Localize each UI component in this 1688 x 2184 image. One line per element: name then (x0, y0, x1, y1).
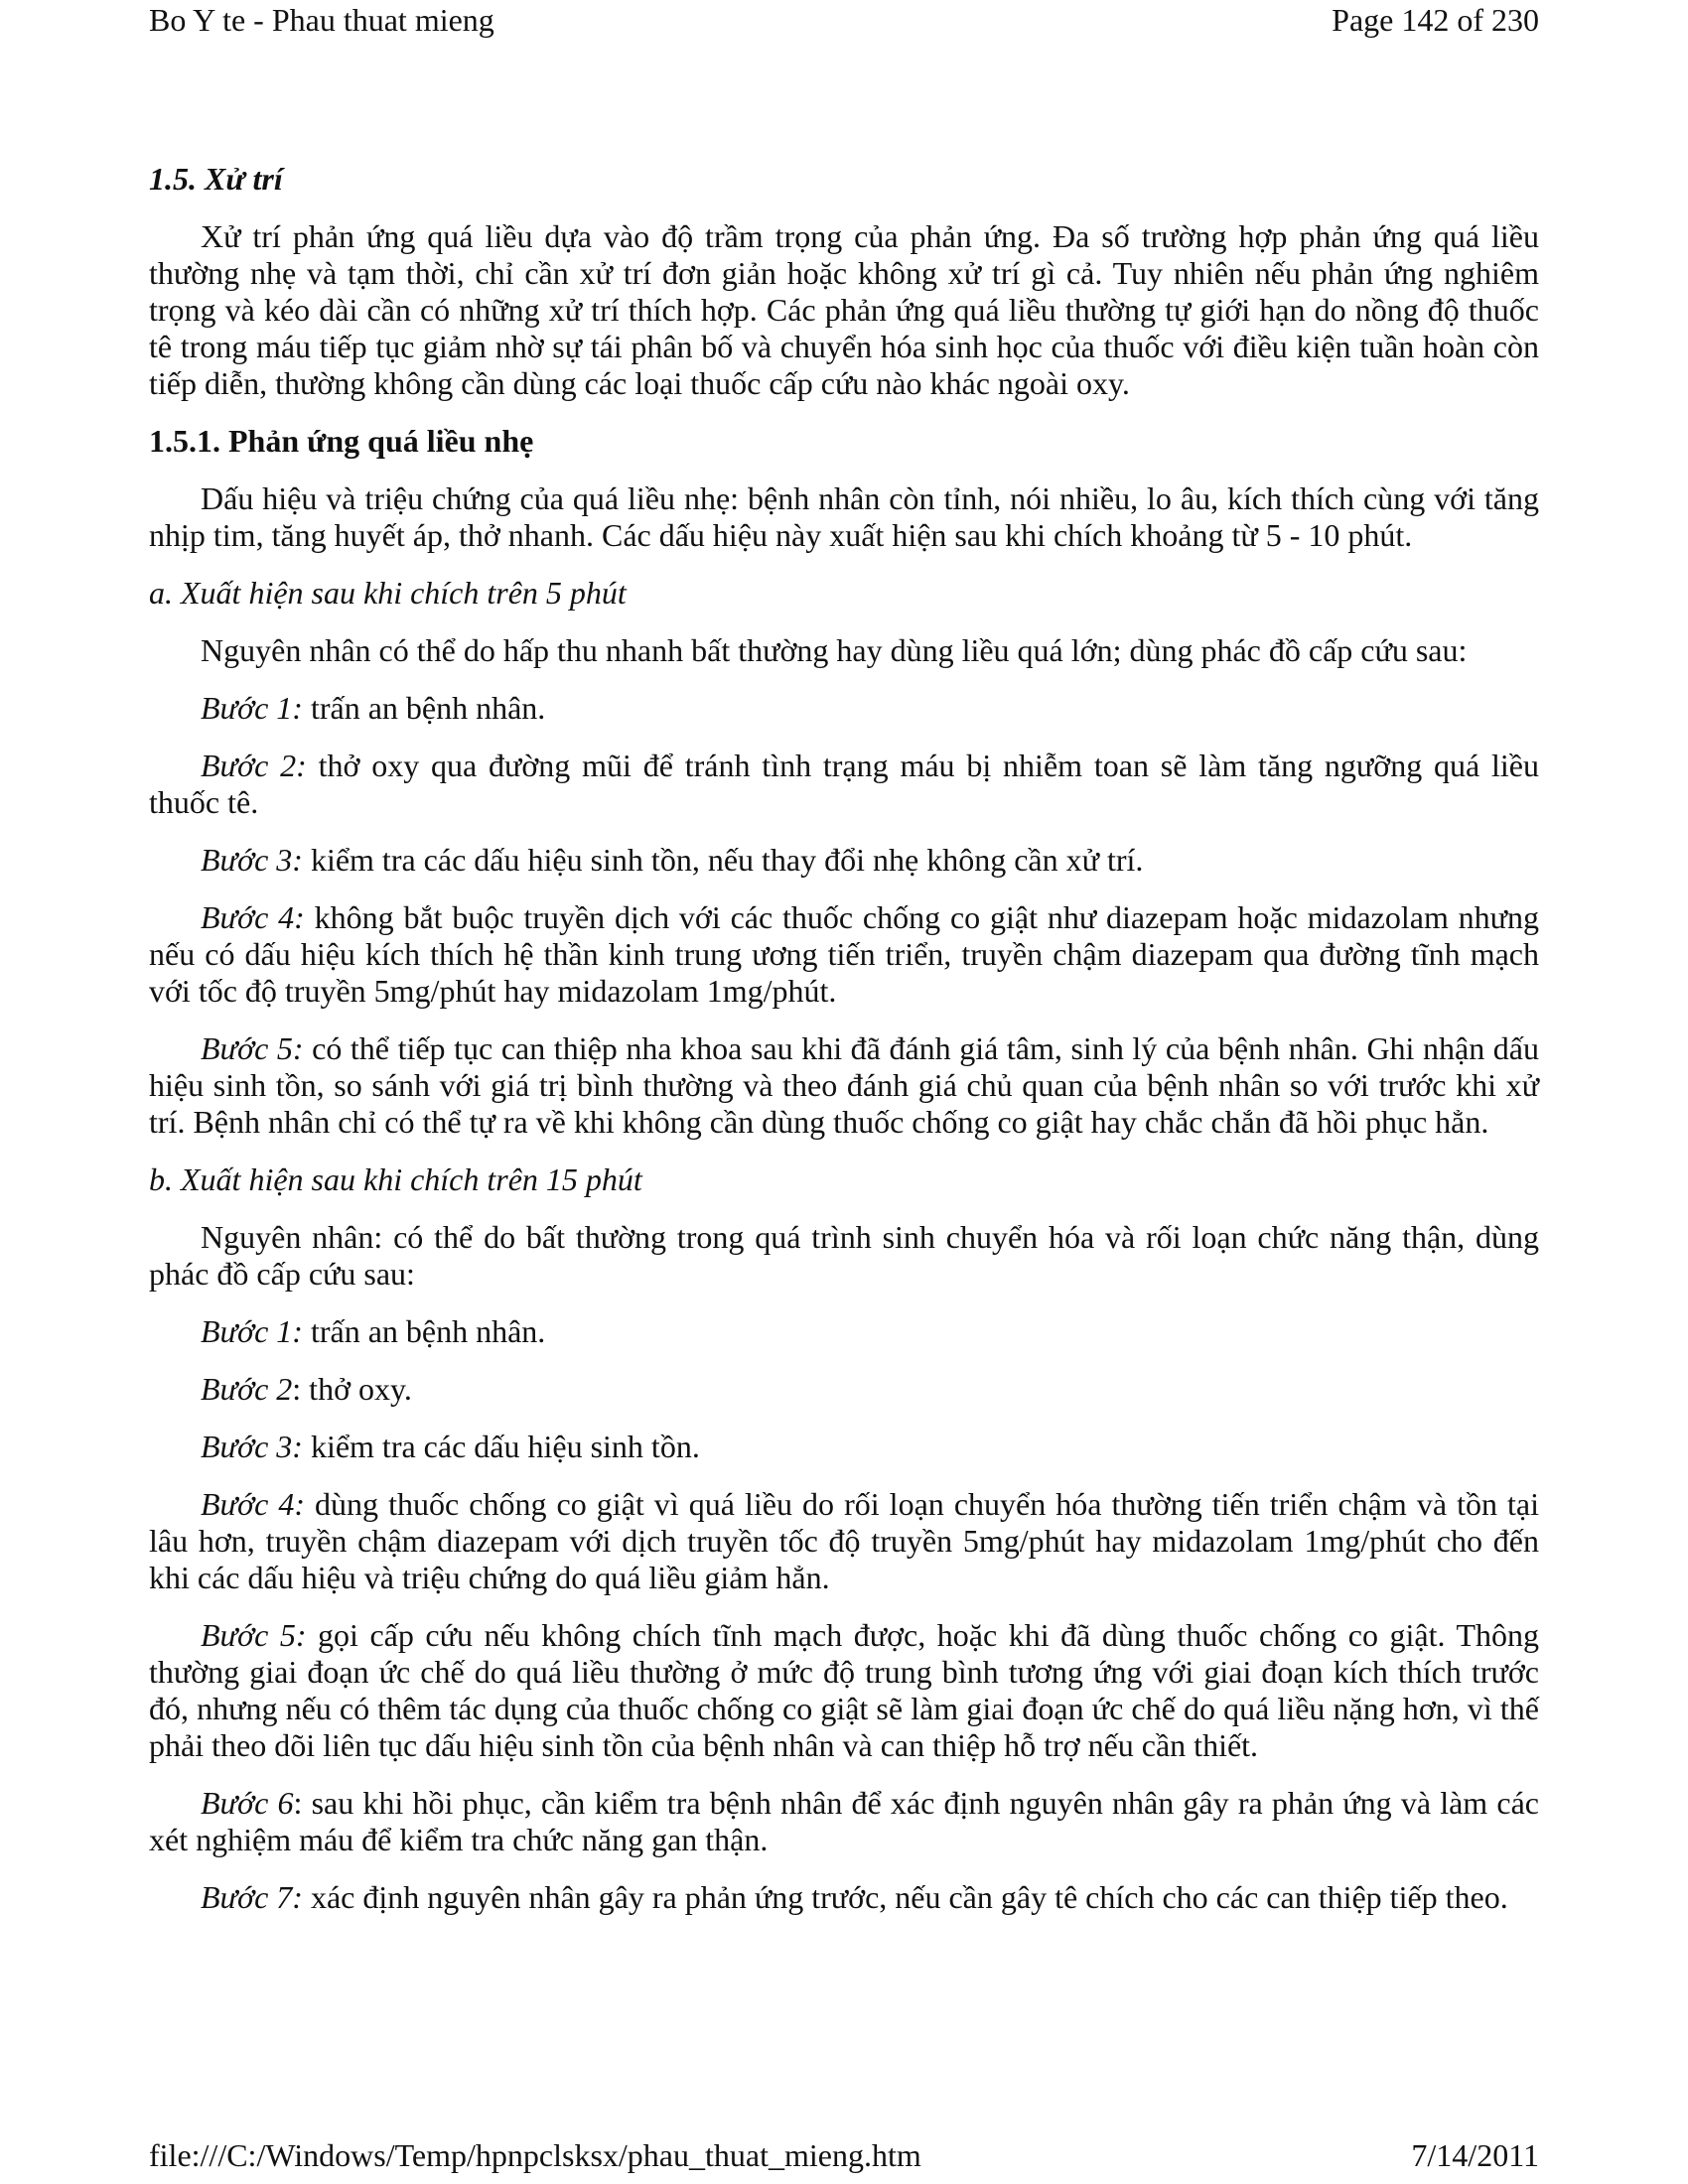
step-label: Bước 5: (201, 1030, 304, 1066)
step-text: thở oxy qua đường mũi để tránh tình trạng máu bị nhiễm toan sẽ làm tăng ngưỡng quá liều thuốc tê. (149, 748, 1540, 820)
part-b-cause: Nguyên nhân: có thể do bất thường trong quá trình sinh chuyển hóa và rối loạn chức năng thận, dùng phác đồ cấp cứu sau: (149, 1219, 1539, 1292)
step-text: dùng thuốc chống co giật vì quá liều do rối loạn chuyển hóa thường tiến triển chậm và tồn tại lâu hơn, truyền chậm diazepam với dịch truyền tốc độ truyền 5mg/phút hay midazolam 1mg/phút cho đến khi các dấu hiệu và triệu chứng do quá liều giảm hẳn. (149, 1486, 1540, 1595)
step-paragraph (149, 748, 1539, 821)
step-paragraph (149, 899, 1539, 1010)
step-label: Bước 2: (201, 748, 307, 783)
step-label: Bước 3: (201, 1429, 303, 1464)
page-number: Page 142 of 230 (1332, 1, 1539, 38)
step-label: Bước 6 (201, 1785, 294, 1821)
step-text: : sau khi hồi phục, cần kiểm tra bệnh nhân để xác định nguyên nhân gây ra phản ứng và làm các xét nghiệm máu để kiểm tra chức năng gan thận. (149, 1785, 1540, 1857)
print-date: 7/14/2011 (1411, 2136, 1539, 2173)
step-text: trấn an bệnh nhân. (302, 690, 546, 726)
page-footer (149, 2126, 1539, 2184)
step-label: Bước 1: (201, 1313, 303, 1349)
step-text: xác định nguyên nhân gây ra phản ứng trước, nếu cần gây tê chích cho các can thiệp tiếp theo. (302, 1879, 1508, 1915)
step-label: Bước 4: (201, 1486, 305, 1522)
step-label: Bước 5: (201, 1617, 307, 1653)
step-paragraph (149, 1879, 1539, 1916)
subsection-heading: 1.5.1. Phản ứng quá liều nhẹ (149, 423, 534, 459)
step-label: Bước 7: (201, 1879, 303, 1915)
step-text: trấn an bệnh nhân. (302, 1313, 546, 1349)
document-title: Bo Y te - Phau thuat mieng (149, 1, 494, 38)
step-text: : thở oxy. (292, 1371, 412, 1407)
step-label: Bước 1: (201, 690, 303, 726)
section-heading: 1.5. Xử trí (149, 161, 283, 197)
step-text: gọi cấp cứu nếu không chích tĩnh mạch được, hoặc khi đã dùng thuốc chống co giật. Thông thường giai đoạn ức chế do quá liều thường ở mức độ trung bình tương ứng với giai đoạn kích thích trước đó, nhưng nếu có thêm tác dụng của thuốc chống co giật sẽ làm giai đoạn ức chế do quá liều nặng hơn, vì thế phải theo dõi liên tục dấu hiệu sinh tồn của bệnh nhân và can thiệp hỗ trợ nếu cần thiết. (149, 1617, 1540, 1763)
mild-symptoms-paragraph: Dấu hiệu và triệu chứng của quá liều nhẹ: bệnh nhân còn tỉnh, nói nhiều, lo âu, kích thích cùng với tăng nhịp tim, tăng huyết áp, thở nhanh. Các dấu hiệu này xuất hiện sau khi chích khoảng từ 5 - 10 phút. (149, 480, 1539, 553)
step-paragraph (149, 1785, 1539, 1858)
step-paragraph (149, 1371, 1539, 1408)
page-header (149, 0, 1539, 40)
step-text: không bắt buộc truyền dịch với các thuốc chống co giật như diazepam hoặc midazolam nhưng nếu có dấu hiệu kích thích hệ thần kinh trung ương tiến triển, truyền chậm diazepam qua đường tĩnh mạch với tốc độ truyền 5mg/phút hay midazolam 1mg/phút. (149, 899, 1540, 1009)
file-path: file:///C:/Windows/Temp/hpnpclsksx/phau_thuat_mieng.htm (149, 2136, 921, 2173)
step-paragraph (149, 1030, 1539, 1141)
step-text: kiểm tra các dấu hiệu sinh tồn, nếu thay đổi nhẹ không cần xử trí. (302, 842, 1144, 878)
part-b-heading: b. Xuất hiện sau khi chích trên 15 phút (149, 1161, 642, 1197)
part-a-heading: a. Xuất hiện sau khi chích trên 5 phút (149, 575, 627, 611)
step-label: Bước 4: (201, 899, 305, 935)
step-paragraph (149, 1617, 1539, 1764)
step-paragraph (149, 1486, 1539, 1596)
intro-paragraph: Xử trí phản ứng quá liều dựa vào độ trầm trọng của phản ứng. Đa số trường hợp phản ứng quá liều thường nhẹ và tạm thời, chỉ cần xử trí đơn giản hoặc không xử trí gì cả. Tuy nhiên nếu phản ứng nghiêm trọng và kéo dài cần có những xử trí thích hợp. Các phản ứng quá liều thường tự giới hạn do nồng độ thuốc tê trong máu tiếp tục giảm nhờ sự tái phân bố và chuyển hóa sinh học của thuốc với điều kiện tuần hoàn còn tiếp diễn, thường không cần dùng các loại thuốc cấp cứu nào khác ngoài oxy. (149, 218, 1539, 401)
step-paragraph (149, 842, 1539, 879)
page-content (149, 161, 1539, 1916)
step-paragraph (149, 1429, 1539, 1465)
step-label: Bước 3: (201, 842, 303, 878)
part-a-cause: Nguyên nhân có thể do hấp thu nhanh bất thường hay dùng liều quá lớn; dùng phác đồ cấp cứu sau: (201, 632, 1468, 668)
step-text: có thể tiếp tục can thiệp nha khoa sau khi đã đánh giá tâm, sinh lý của bệnh nhân. Ghi nhận dấu hiệu sinh tồn, so sánh với giá trị bình thường và theo đánh giá chủ quan của bệnh nhân so với trước khi xử trí. Bệnh nhân chỉ có thể tự ra về khi không cần dùng thuốc chống co giật hay chắc chắn đã hồi phục hẳn. (149, 1030, 1540, 1140)
step-text: kiểm tra các dấu hiệu sinh tồn. (302, 1429, 700, 1464)
step-label: Bước 2 (201, 1371, 293, 1407)
step-paragraph (149, 690, 1539, 727)
step-paragraph (149, 1313, 1539, 1350)
